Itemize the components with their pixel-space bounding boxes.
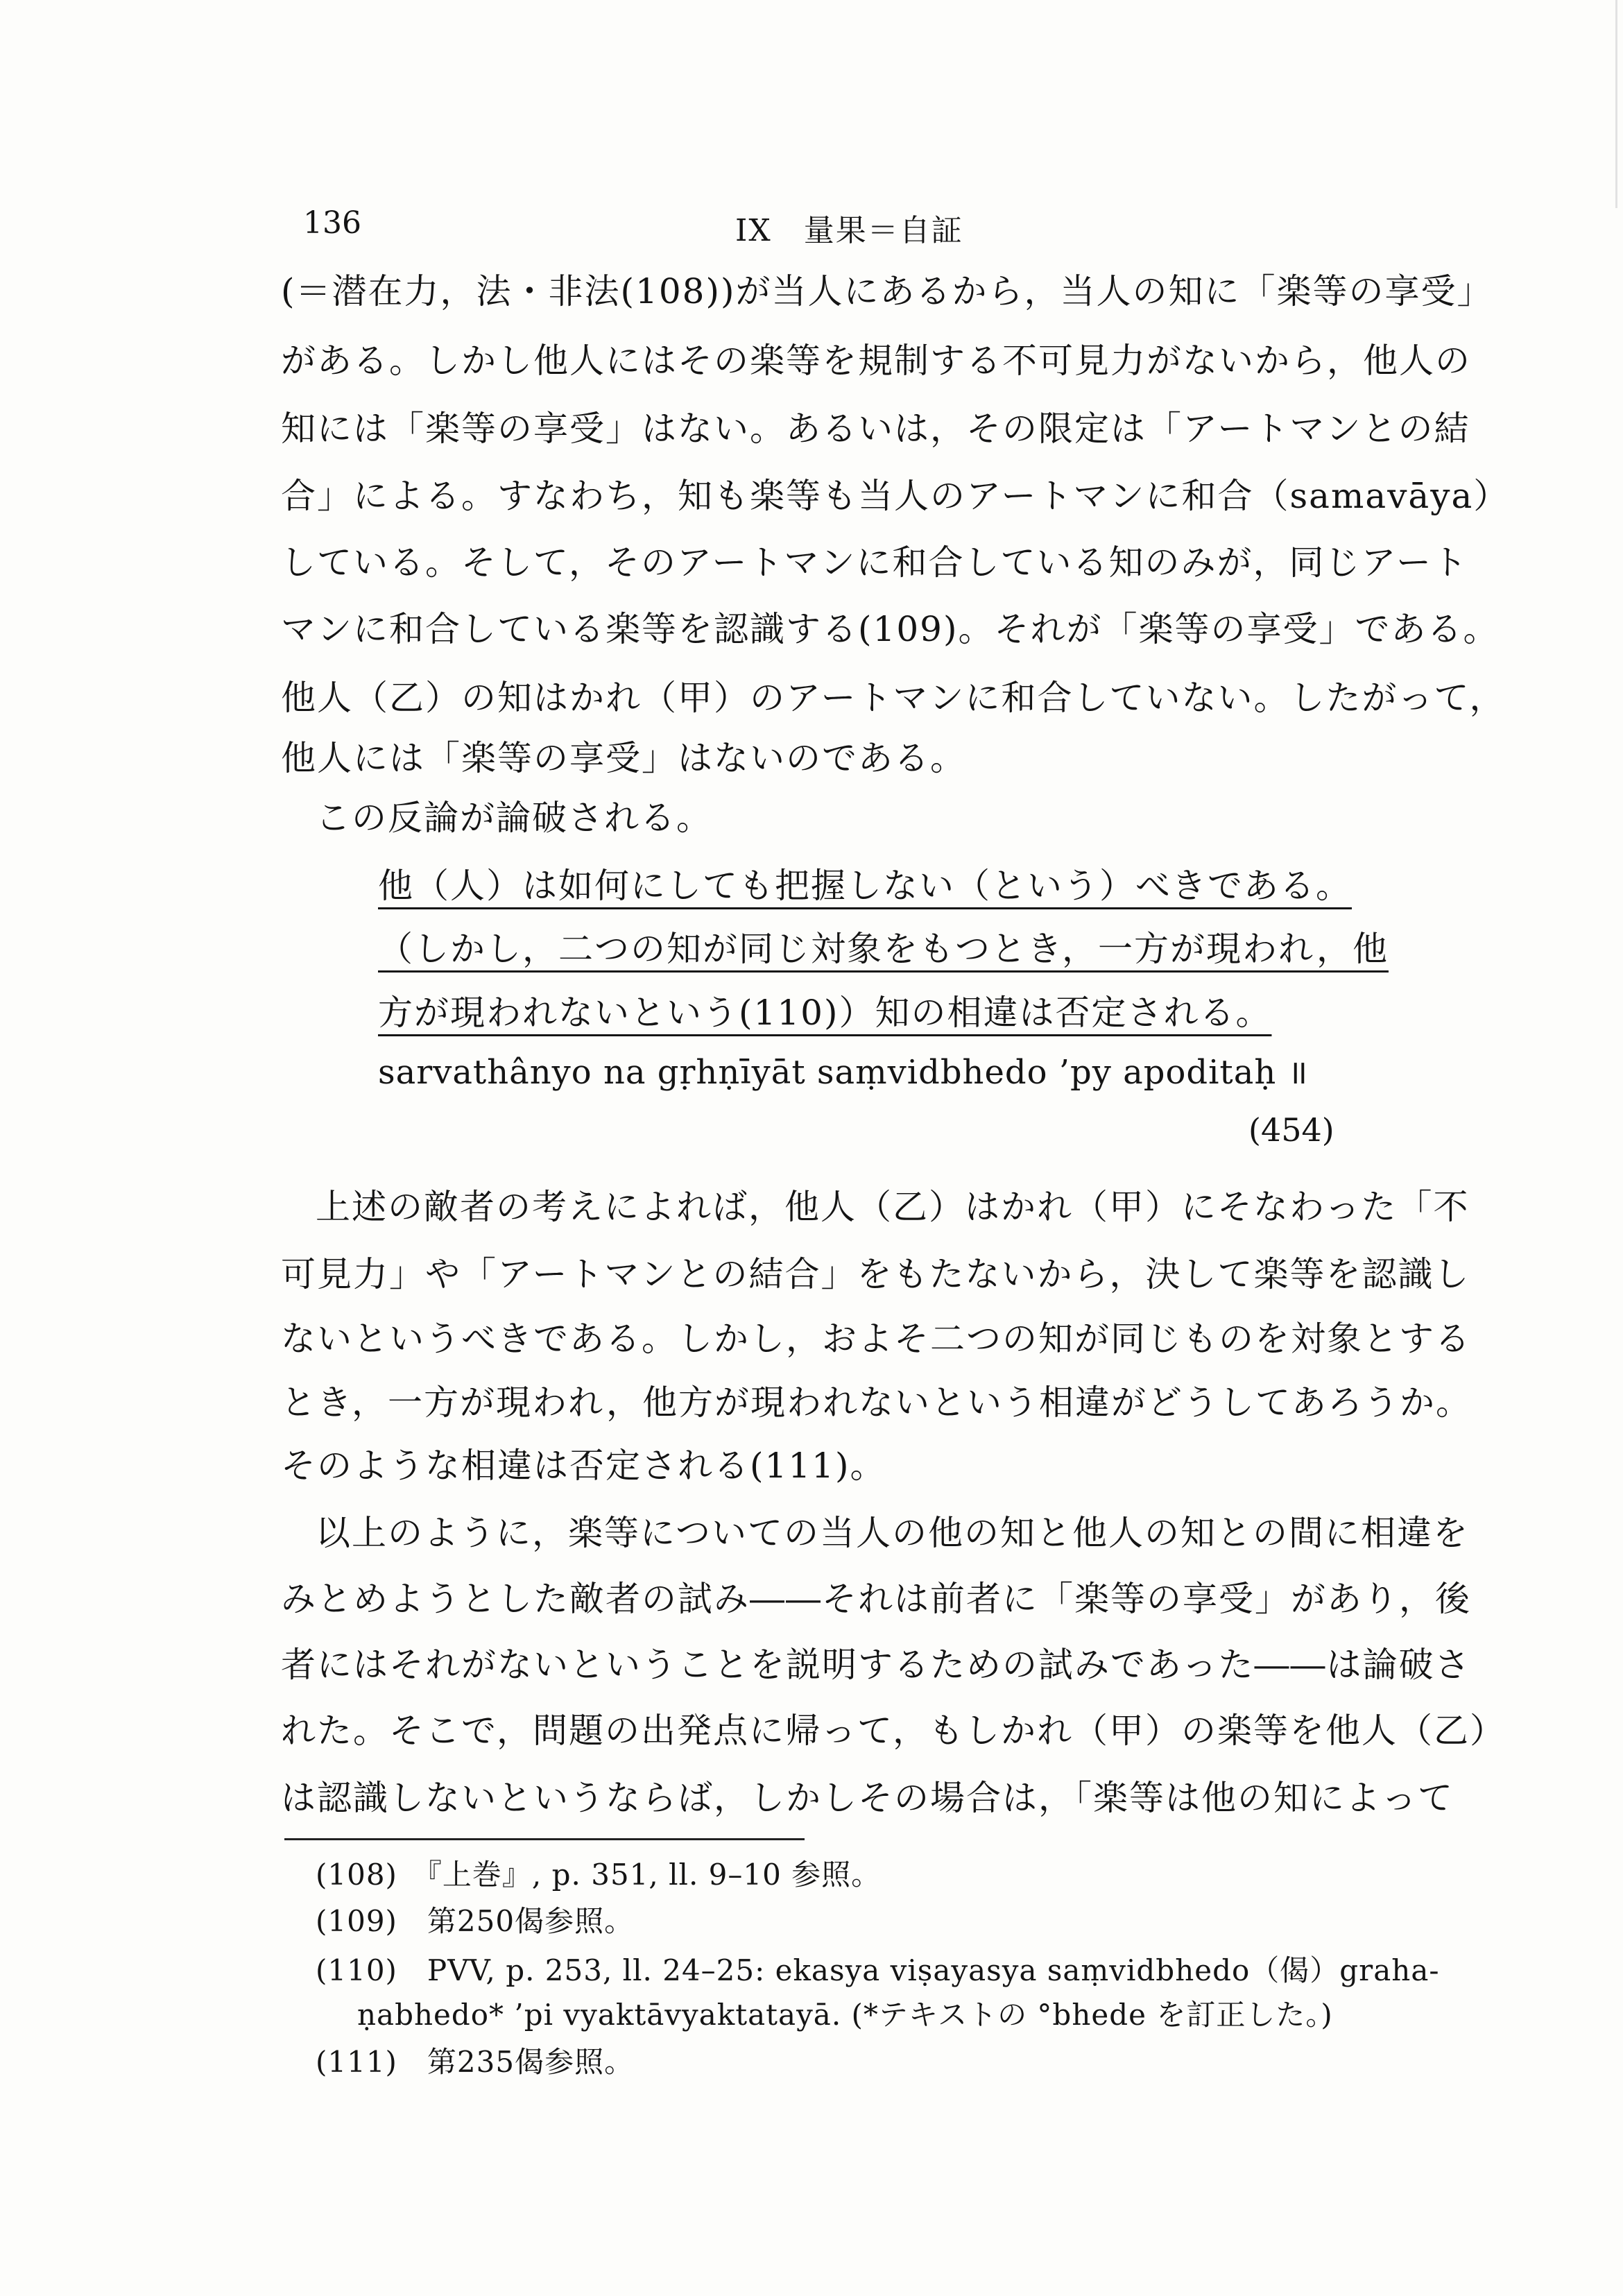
body-line: 他人（乙）の知はかれ（甲）のアートマンに和合していない。したがって， <box>281 678 1506 718</box>
footnote-continuation: ṇabhedo* ’pi vyaktāvyaktatayā. (*テキストの °bhede を訂正した。) <box>357 1998 1333 2032</box>
running-head: IX 量果＝自証 <box>735 213 963 248</box>
verse-line: 方が現われないという(110)）知の相違は否定される。 <box>378 993 1272 1033</box>
body-line: とき，一方が現われ，他方が現われないという相違がどうしてあろうか。 <box>281 1382 1472 1423</box>
footnote: (109) 第250偈参照。 <box>316 1904 635 1938</box>
scan-edge-mark <box>1615 0 1617 208</box>
footnote: (108) 『上巻』, p. 351, ll. 9–10 参照。 <box>316 1858 882 1892</box>
page-number: 136 <box>303 205 361 241</box>
body-line: 者にはそれがないということを説明するための試みであった――は論破さ <box>281 1645 1471 1685</box>
footnote-rule <box>284 1838 805 1840</box>
body-line: がある。しかし他人にはその楽等を規制する不可見力がないから，他人の <box>281 341 1471 381</box>
body-line: (＝潜在力，法・非法(108))が当人にあるから，当人の知に「楽等の享受」 <box>281 271 1493 311</box>
body-line: している。そして，そのアートマンに和合している知のみが，同じアート <box>281 542 1468 583</box>
body-line: 上述の敵者の考えによれば，他人（乙）はかれ（甲）にそなわった「不 <box>316 1187 1470 1227</box>
footnote: (110) PVV, p. 253, ll. 24–25: ekasya viṣayasya saṃvidbhedo（偈）graha- <box>316 1953 1440 1987</box>
body-line: 可見力」や「アートマンとの結合」をもたないから，決して楽等を認識し <box>281 1254 1470 1294</box>
body-line: この反論が論破される。 <box>316 798 712 838</box>
body-line: れた。そこで，問題の出発点に帰って，もしかれ（甲）の楽等を他人（乙） <box>281 1711 1506 1751</box>
body-line: マンに和合している楽等を認識する(109)。それが「楽等の享受」である。 <box>281 609 1500 649</box>
verse-line: （しかし，二つの知が同じ対象をもつとき，一方が現われ，他 <box>378 929 1389 969</box>
footnote: (111) 第235偈参照。 <box>316 2045 635 2079</box>
body-line: そのような相違は否定される(111)。 <box>281 1446 886 1486</box>
body-line: 以上のように，楽等についての当人の他の知と他人の知との間に相違を <box>316 1513 1469 1553</box>
body-line: 他人には「楽等の享受」はないのである。 <box>281 738 966 778</box>
verse-number: (454) <box>1248 1111 1334 1149</box>
body-line: 知には「楽等の享受」はない。あるいは，その限定は「アートマンとの結 <box>281 409 1470 449</box>
body-line: ないというべきである。しかし，およそ二つの知が同じものを対象とする <box>281 1319 1471 1359</box>
body-line: みとめようとした敵者の試み――それは前者に「楽等の享受」があり，後 <box>281 1579 1471 1619</box>
sanskrit-verse: sarvathânyo na gṛhṇīyāt saṃvidbhedo ’py apoditaḥ ॥ <box>378 1053 1309 1092</box>
verse-line: 他（人）は如何にしても把握しない（という）べきである。 <box>378 866 1352 906</box>
body-line: は認識しないというならば，しかしその場合は，「楽等は他の知によって <box>281 1778 1454 1818</box>
body-line: 合」による。すなわち，知も楽等も当人のアートマンに和合（samavāya） <box>281 476 1510 516</box>
